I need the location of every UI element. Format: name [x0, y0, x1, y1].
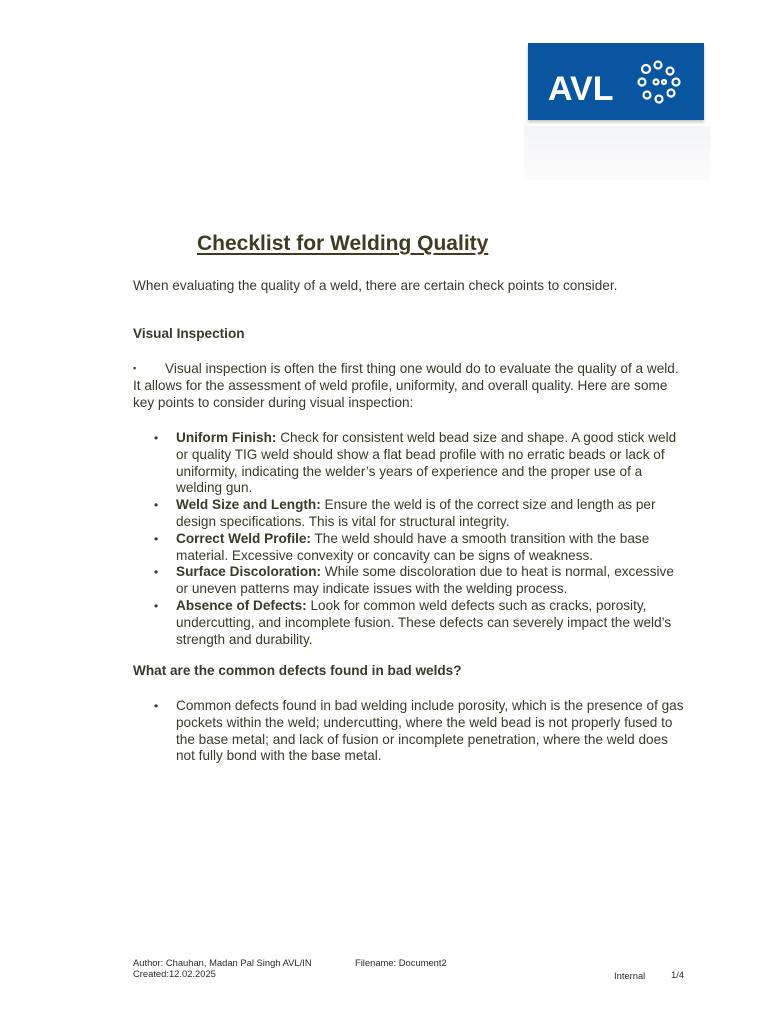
- list-item: [150, 531, 685, 565]
- item-label: Uniform Finish:: [176, 430, 277, 445]
- list-item: [150, 698, 685, 765]
- item-text: The weld should have a smooth transition with the base material. Excessive convexity or concavity can be signs of weakness.: [176, 530, 650, 563]
- logo-mark-icon: [639, 62, 680, 103]
- footer-classification: Internal: [614, 970, 646, 981]
- list-item: [150, 598, 685, 648]
- document-title: Checklist for Welding Quality: [197, 232, 489, 255]
- square-bullet-icon: ▪: [133, 363, 137, 373]
- item-label: Absence of Defects:: [176, 597, 307, 613]
- item-text: While some discoloration due to heat is normal, excessive or uneven patterns may indicate issues with the welding process.: [176, 564, 674, 597]
- bullet-icon: •: [154, 699, 159, 713]
- item-text: Ensure the weld is of the correct size and length as per design specifications. This is vital for structural integrity.: [176, 497, 656, 529]
- bullet-icon: •: [154, 431, 159, 445]
- item-text: Look for common weld defects such as cracks, porosity, undercutting, and incomplete fusion. These defects can severely impact the weld’s strength and durability.: [176, 597, 672, 647]
- item-label: Correct Weld Profile:: [176, 530, 311, 546]
- footer-created: Created:12.02.2025: [133, 968, 216, 979]
- item-label: Weld Size and Length:: [176, 497, 321, 513]
- visual-inspection-paragraph: [133, 360, 681, 411]
- list-item: [150, 497, 685, 531]
- paragraph-text: Visual inspection is often the first thing one would do to evaluate the quality of a weld. It allows for the assessment of weld profile, uniformity, and overall quality. Here are some key points to consider during visual inspection:: [133, 361, 679, 410]
- bullet-icon: •: [154, 598, 159, 613]
- item-text: Check for consistent weld bead size and shape. A good stick weld or quality TIG weld should show a flat bead profile with no erratic beads or lack of uniformity, indicating the welder’s years of experience and the proper use of a welding gun.: [176, 430, 677, 496]
- avl-logo-graphic: [528, 43, 704, 120]
- footer-page-number: 1/4: [671, 969, 685, 980]
- section-heading-defects: What are the common defects found in bad welds?: [133, 663, 462, 678]
- list-item: [150, 564, 685, 598]
- defects-list: [150, 698, 685, 765]
- bullet-icon: •: [154, 565, 159, 580]
- item-label: Surface Discoloration:: [176, 564, 322, 580]
- intro-text: When evaluating the quality of a weld, there are certain check points to consider.: [133, 278, 618, 293]
- logo-text: AVL: [548, 70, 614, 108]
- footer-author-block: [133, 957, 312, 979]
- bullet-icon: •: [154, 531, 159, 546]
- visual-inspection-list: [150, 430, 685, 648]
- logo-reflection: [524, 126, 710, 180]
- footer-filename: Filename: Document2: [355, 957, 447, 968]
- footer-author: Author: Chauhan, Madan Pal Singh AVL/IN: [133, 957, 312, 968]
- item-text: Common defects found in bad welding include porosity, which is the presence of gas pockets within the weld; undercutting, where the weld bead is not properly fused to the base metal; and lack of fusion or incomplete penetration, where the weld does not fully bond with the base metal.: [176, 698, 684, 764]
- section-heading-visual-inspection: Visual Inspection: [133, 326, 245, 341]
- bullet-icon: •: [154, 498, 159, 513]
- list-item: [150, 430, 685, 497]
- avl-logo: [528, 43, 704, 120]
